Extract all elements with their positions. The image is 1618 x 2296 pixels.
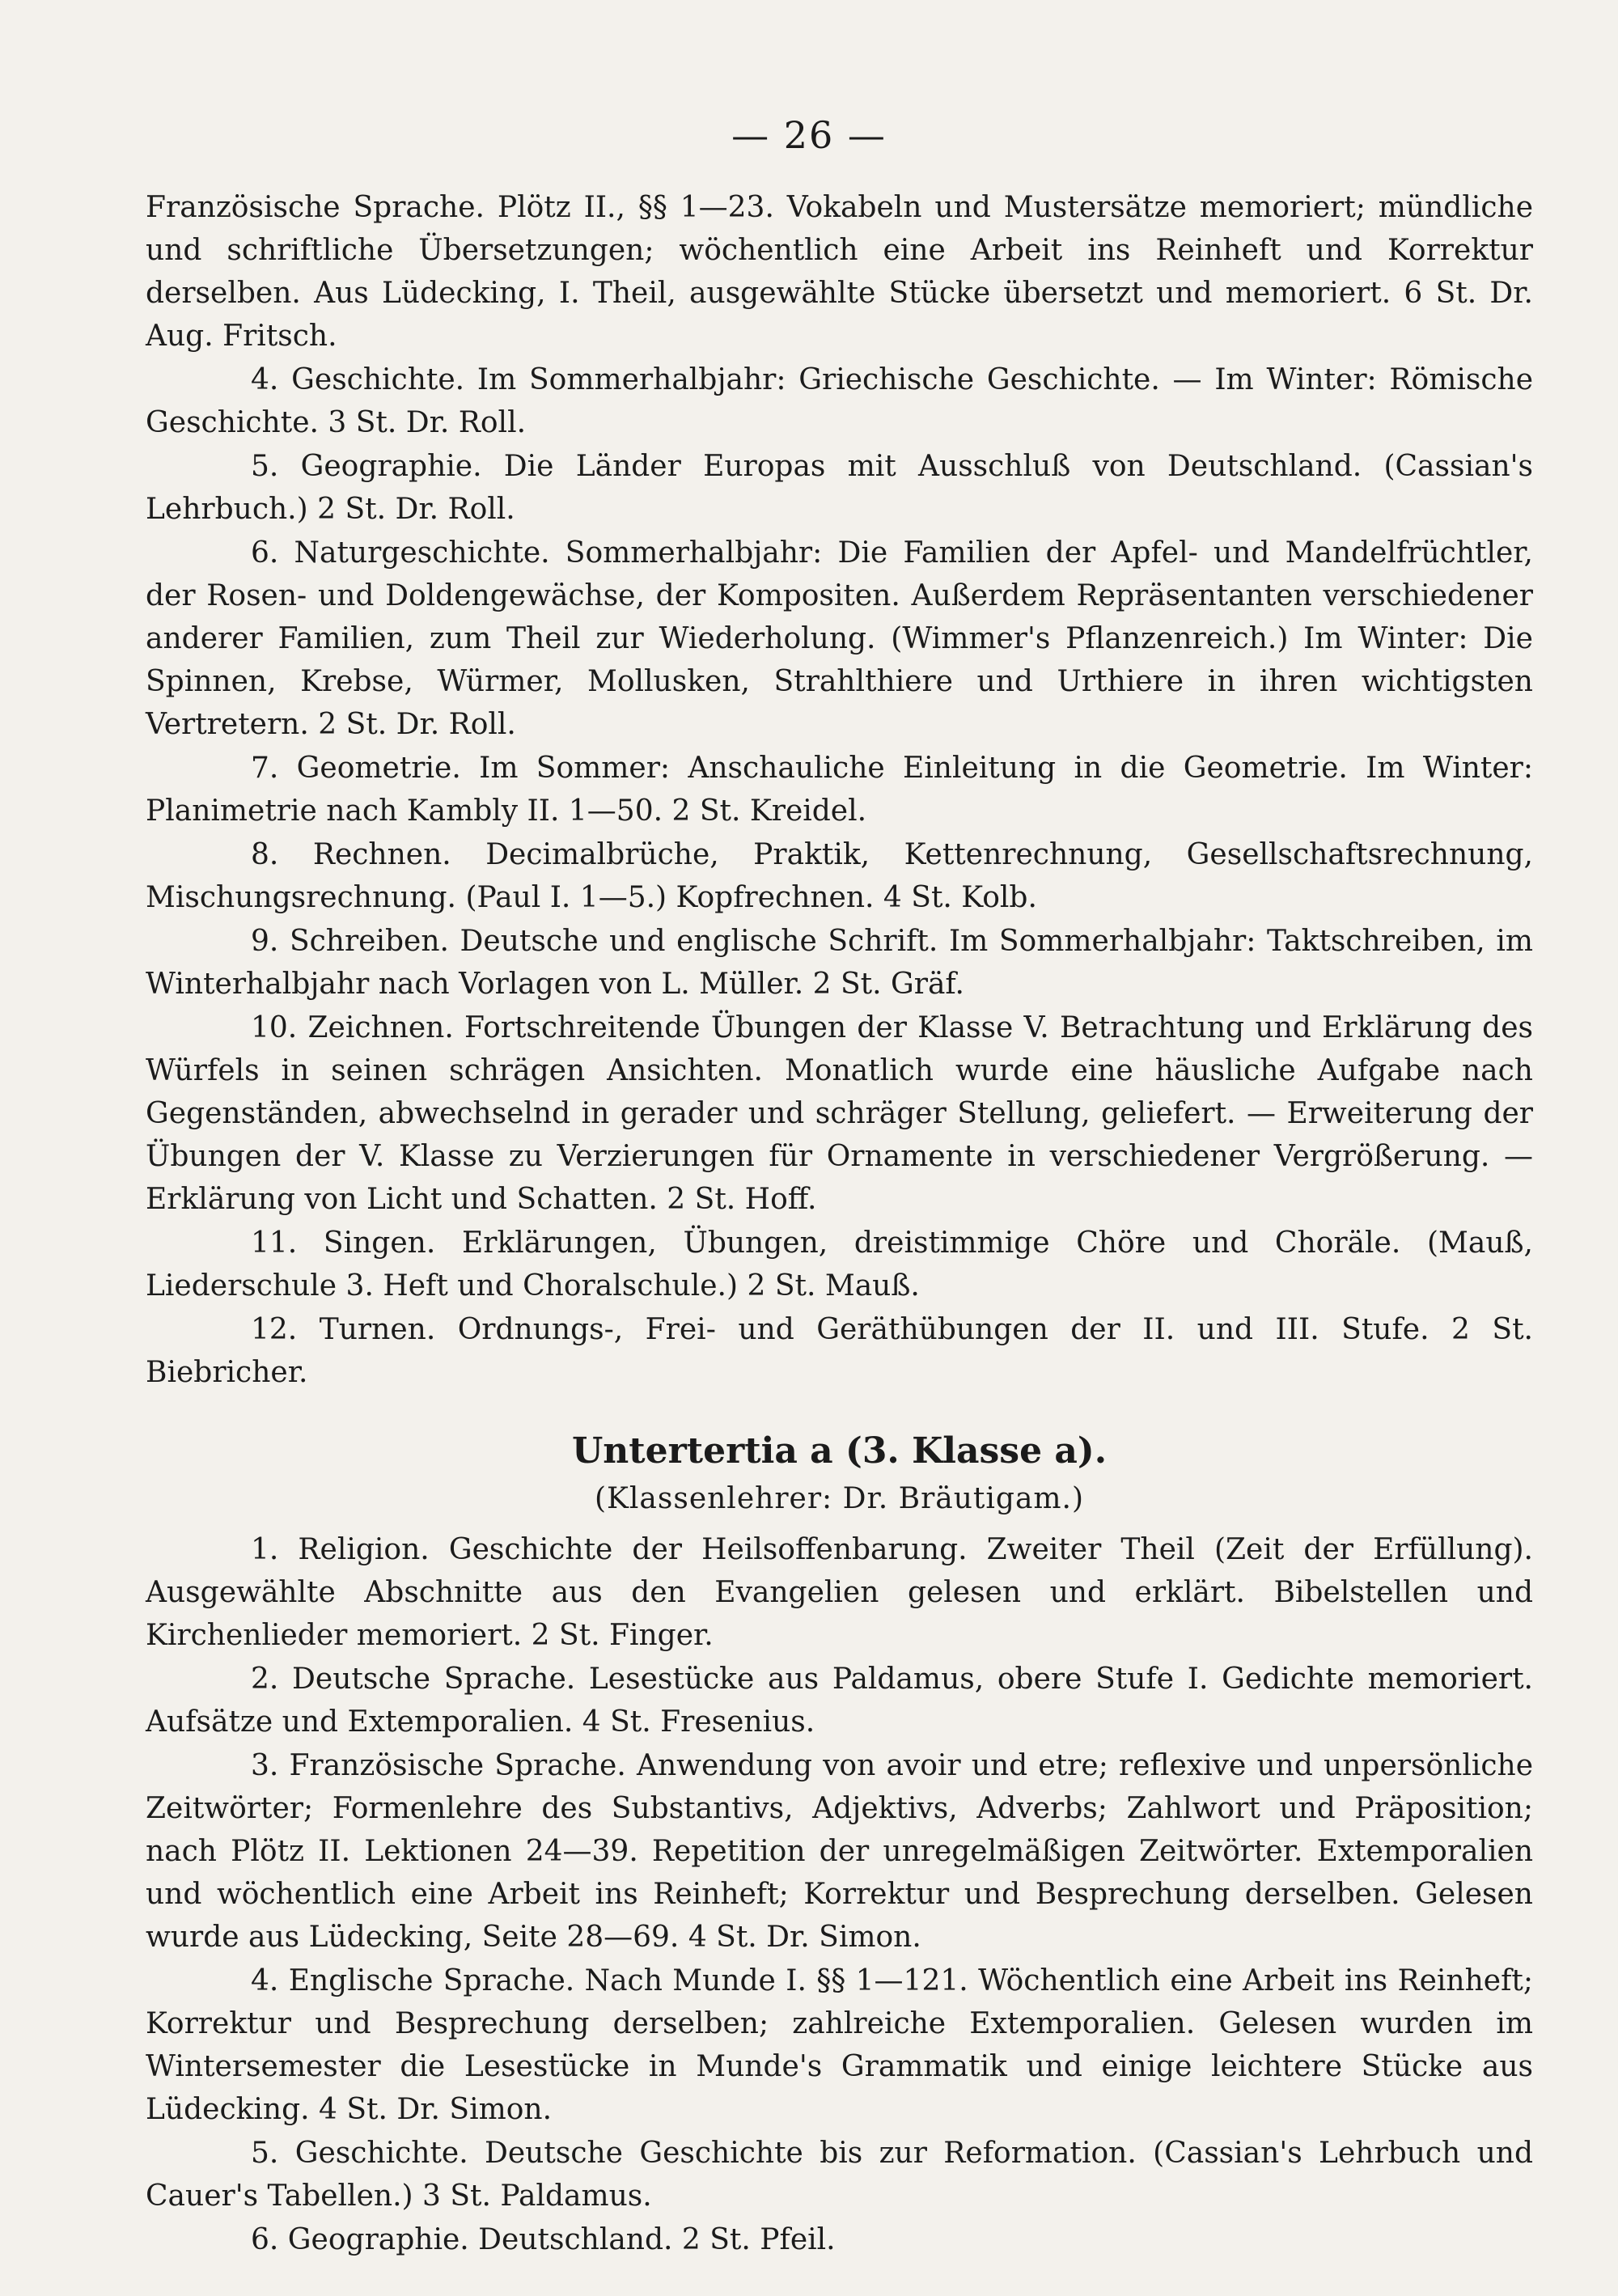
paragraph-drawing: 10. Zeichnen. Fortschreitende Übungen der Klasse V. Betrachtung und Erklärung des Würfels in seinen schrägen Ansichten. Monatlich wurde eine häusliche Aufgabe nach Gegenständen, abwechselnd in gerader und schräger Stellung, geliefert. — Erweiterung der Übungen der V. Klasse zu Verzierungen für Ornamente in verschiedener Vergrößerung. — Erklärung von Licht und Schatten. 2 St. Hoff. xyxy=(146,1011,1533,1216)
paragraph-religion: 1. Religion. Geschichte der Heilsoffenbarung. Zweiter Theil (Zeit der Erfüllung). Ausgewählte Abschnitte aus den Evangelien gelesen und erklärt. Bibelstellen und Kirchenlieder memoriert. 2 St. Finger. xyxy=(146,1533,1533,1652)
paragraph-english: 4. Englische Sprache. Nach Munde I. §§ 1—121. Wöchentlich eine Arbeit ins Reinheft; Korrektur und Besprechung derselben; zahlreiche Extemporalien. Gelesen wurden im Wintersemester die Lesestücke in Munde's Grammatik und einige leichtere Stücke aus Lüdecking. 4 St. Dr. Simon. xyxy=(146,1964,1533,2126)
section-title: Untertertia a (3. Klasse a). xyxy=(571,1430,1108,1472)
paragraph-french-2: 3. Französische Sprache. Anwendung von avoir und etre; reflexive und unpersönliche Zeitwörter; Formenlehre des Substantivs, Adjektivs, Adverbs; Zahlwort und Präposition; nach Plötz II. Lektionen 24—39. Repetition der unregelmäßigen Zeitwörter. Extemporalien und wöchentlich eine Arbeit ins Reinheft; Korrektur und Besprechung derselben. Gelesen wurde aus Lüdecking, Seite 28—69. 4 St. Dr. Simon. xyxy=(146,1749,1533,1954)
paragraph-german: 2. Deutsche Sprache. Lesestücke aus Paldamus, obere Stufe I. Gedichte memoriert. Aufsätze und Extemporalien. 4 St. Fresenius. xyxy=(146,1663,1533,1739)
paragraph-writing: 9. Schreiben. Deutsche und englische Schrift. Im Sommerhalbjahr: Taktschreiben, im Winterhalbjahr nach Vorlagen von L. Müller. 2 St. Gräf. xyxy=(146,925,1533,1001)
paragraph-gymnastics: 12. Turnen. Ordnungs-, Frei- und Geräthübungen der II. und III. Stufe. 2 St. Biebricher. xyxy=(146,1313,1533,1389)
paragraph-natural-history: 6. Naturgeschichte. Sommerhalbjahr: Die Familien der Apfel- und Mandelfrüchtler, der Rosen- und Doldengewächse, der Kompositen. Außerdem Repräsentanten verschiedener anderer Familien, zum Theil zur Wiederholung. (Wimmer's Pflanzenreich.) Im Winter: Die Spinnen, Krebse, Würmer, Mollusken, Strahlthiere und Urthiere in ihren wichtigsten Vertretern. 2 St. Dr. Roll. xyxy=(146,536,1533,741)
paragraph-geography: 5. Geographie. Die Länder Europas mit Ausschluß von Deutschland. (Cassian's Lehrbuch.) 2 St. Dr. Roll. xyxy=(146,450,1533,526)
paragraph-french: Französische Sprache. Plötz II., §§ 1—23. Vokabeln und Mustersätze memoriert; mündliche und schriftliche Übersetzungen; wöchentlich eine Arbeit ins Reinheft und Korrektur derselben. Aus Lüdecking, I. Theil, ausgewählte Stücke übersetzt und memoriert. 6 St. Dr. Aug. Fritsch. xyxy=(146,191,1533,353)
paragraph-arithmetic: 8. Rechnen. Decimalbrüche, Praktik, Kettenrechnung, Gesellschaftsrechnung, Mischungsrechnung. (Paul I. 1—5.) Kopfrechnen. 4 St. Kolb. xyxy=(146,838,1533,914)
paragraph-history: 4. Geschichte. Im Sommerhalbjahr: Griechische Geschichte. — Im Winter: Römische Geschichte. 3 St. Dr. Roll. xyxy=(146,363,1533,439)
paragraph-geography-2: 6. Geographie. Deutschland. 2 St. Pfeil. xyxy=(251,2223,836,2256)
paragraph-history-2: 5. Geschichte. Deutsche Geschichte bis zur Reformation. (Cassian's Lehrbuch und Cauer's Tabellen.) 3 St. Paldamus. xyxy=(146,2137,1533,2213)
paragraph-geometry: 7. Geometrie. Im Sommer: Anschauliche Einleitung in die Geometrie. Im Winter: Planimetrie nach Kambly II. 1—50. 2 St. Kreidel. xyxy=(146,752,1533,828)
page-number: — 26 — xyxy=(731,113,887,157)
paragraph-singing: 11. Singen. Erklärungen, Übungen, dreistimmige Chöre und Choräle. (Mauß, Liederschule 3. Heft und Choralschule.) 2 St. Mauß. xyxy=(146,1226,1533,1303)
body-text xyxy=(146,186,1533,2262)
section-subtitle: (Klassenlehrer: Dr. Bräutigam.) xyxy=(594,1482,1085,1515)
